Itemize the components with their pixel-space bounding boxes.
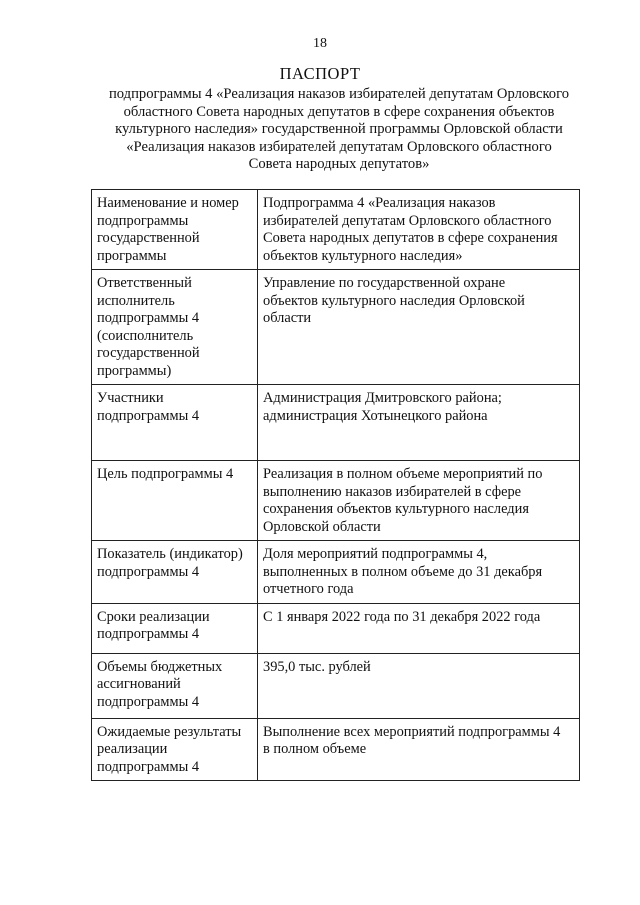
row-label-line: Ожидаемые результаты xyxy=(97,723,242,740)
row-value-line: Доля мероприятий подпрограммы 4, xyxy=(263,546,488,562)
row-value-line: области xyxy=(263,310,312,326)
row-label-line: подпрограммы xyxy=(97,212,189,229)
row-value-line: Управление по государственной охране xyxy=(263,275,506,291)
row-label-cell xyxy=(92,541,258,604)
row-label-line: Участники xyxy=(97,390,164,406)
table-row xyxy=(92,190,580,270)
row-value-cell xyxy=(258,718,580,781)
subtitle-line: культурного наследия» государственной программы Орловской области xyxy=(115,121,563,138)
row-label-line: реализации xyxy=(97,741,168,757)
row-label-line: Цель подпрограммы 4 xyxy=(97,466,234,482)
row-value-cell xyxy=(258,541,580,604)
row-value-line: отчетного года xyxy=(263,581,354,597)
row-value-line: выполненных в полном объеме до 31 декабря xyxy=(263,563,543,580)
table-row xyxy=(92,385,580,461)
document-subtitle xyxy=(92,86,586,174)
table-row xyxy=(92,653,580,718)
row-value-line: Совета народных депутатов в сфере сохранения xyxy=(263,230,558,246)
row-value-cell xyxy=(258,385,580,461)
row-value-cell xyxy=(258,270,580,385)
table-row xyxy=(92,270,580,385)
row-label-line: исполнитель xyxy=(97,292,175,309)
row-label-line: подпрограммы 4 xyxy=(97,626,200,642)
row-label-cell xyxy=(92,270,258,385)
row-label-cell xyxy=(92,385,258,461)
row-label-line: подпрограммы 4 xyxy=(97,563,200,580)
row-label-line: государственной xyxy=(97,345,200,361)
row-value-line: администрация Хотынецкого района xyxy=(263,407,488,424)
table-row xyxy=(92,541,580,604)
row-value-line: Реализация в полном объеме мероприятий по xyxy=(263,466,543,482)
row-value-line: Администрация Дмитровского района; xyxy=(263,390,502,406)
subtitle-line: областного Совета народных депутатов в сфере сохранения объектов xyxy=(123,103,555,120)
row-value-line: выполнению наказов избирателей в сфере xyxy=(263,483,522,500)
row-label-cell xyxy=(92,461,258,541)
row-label-line: программы) xyxy=(97,362,172,379)
row-label-cell xyxy=(92,653,258,718)
row-label-line: государственной xyxy=(97,230,200,246)
row-label-line: подпрограммы 4 xyxy=(97,407,200,424)
row-value-line: сохранения объектов культурного наследия xyxy=(263,501,529,517)
passport-table xyxy=(91,189,580,781)
row-value-line: Орловской области xyxy=(263,518,381,535)
row-label-line: программы xyxy=(97,247,167,264)
row-value-cell xyxy=(258,653,580,718)
row-value-cell xyxy=(258,461,580,541)
row-label-line: Объемы бюджетных xyxy=(97,658,223,675)
row-label-cell xyxy=(92,190,258,270)
row-label-line: Показатель (индикатор) xyxy=(97,546,243,562)
row-value-line: избирателей депутатам Орловского областного xyxy=(263,212,552,229)
row-label-cell xyxy=(92,603,258,653)
row-label-line: Сроки реализации xyxy=(97,608,210,625)
row-label-cell xyxy=(92,718,258,781)
row-value-line: в полном объеме xyxy=(263,741,367,757)
subtitle-line: подпрограммы 4 «Реализация наказов избирателей депутатам Орловского xyxy=(108,86,570,102)
row-label-line: подпрограммы 4 xyxy=(97,693,200,710)
row-value-cell xyxy=(258,603,580,653)
document-title: ПАСПОРТ xyxy=(279,64,361,83)
row-label-line: ассигнований xyxy=(97,676,181,692)
table-row xyxy=(92,603,580,653)
row-value-line: Выполнение всех мероприятий подпрограммы 4 xyxy=(263,723,561,740)
subtitle-line: Совета народных депутатов» xyxy=(248,156,430,173)
table-row xyxy=(92,718,580,781)
row-value-line: С 1 января 2022 года по 31 декабря 2022 года xyxy=(263,608,541,625)
row-label-line: подпрограммы 4 xyxy=(97,758,200,775)
row-value-line: Подпрограмма 4 «Реализация наказов xyxy=(263,195,496,211)
row-label-line: Ответственный xyxy=(97,275,192,291)
row-label-line: Наименование и номер xyxy=(97,195,239,211)
page-number: 18 xyxy=(313,36,327,51)
row-label-line: (соисполнитель xyxy=(97,327,194,344)
row-label-line: подпрограммы 4 xyxy=(97,310,200,326)
row-value-line: объектов культурного наследия Орловской xyxy=(263,292,525,309)
subtitle-line: «Реализация наказов избирателей депутатам Орловского областного xyxy=(126,138,552,155)
row-value-line: объектов культурного наследия» xyxy=(263,247,463,264)
row-value-line: 395,0 тыс. рублей xyxy=(263,658,371,675)
row-value-cell xyxy=(258,190,580,270)
table-row xyxy=(92,461,580,541)
